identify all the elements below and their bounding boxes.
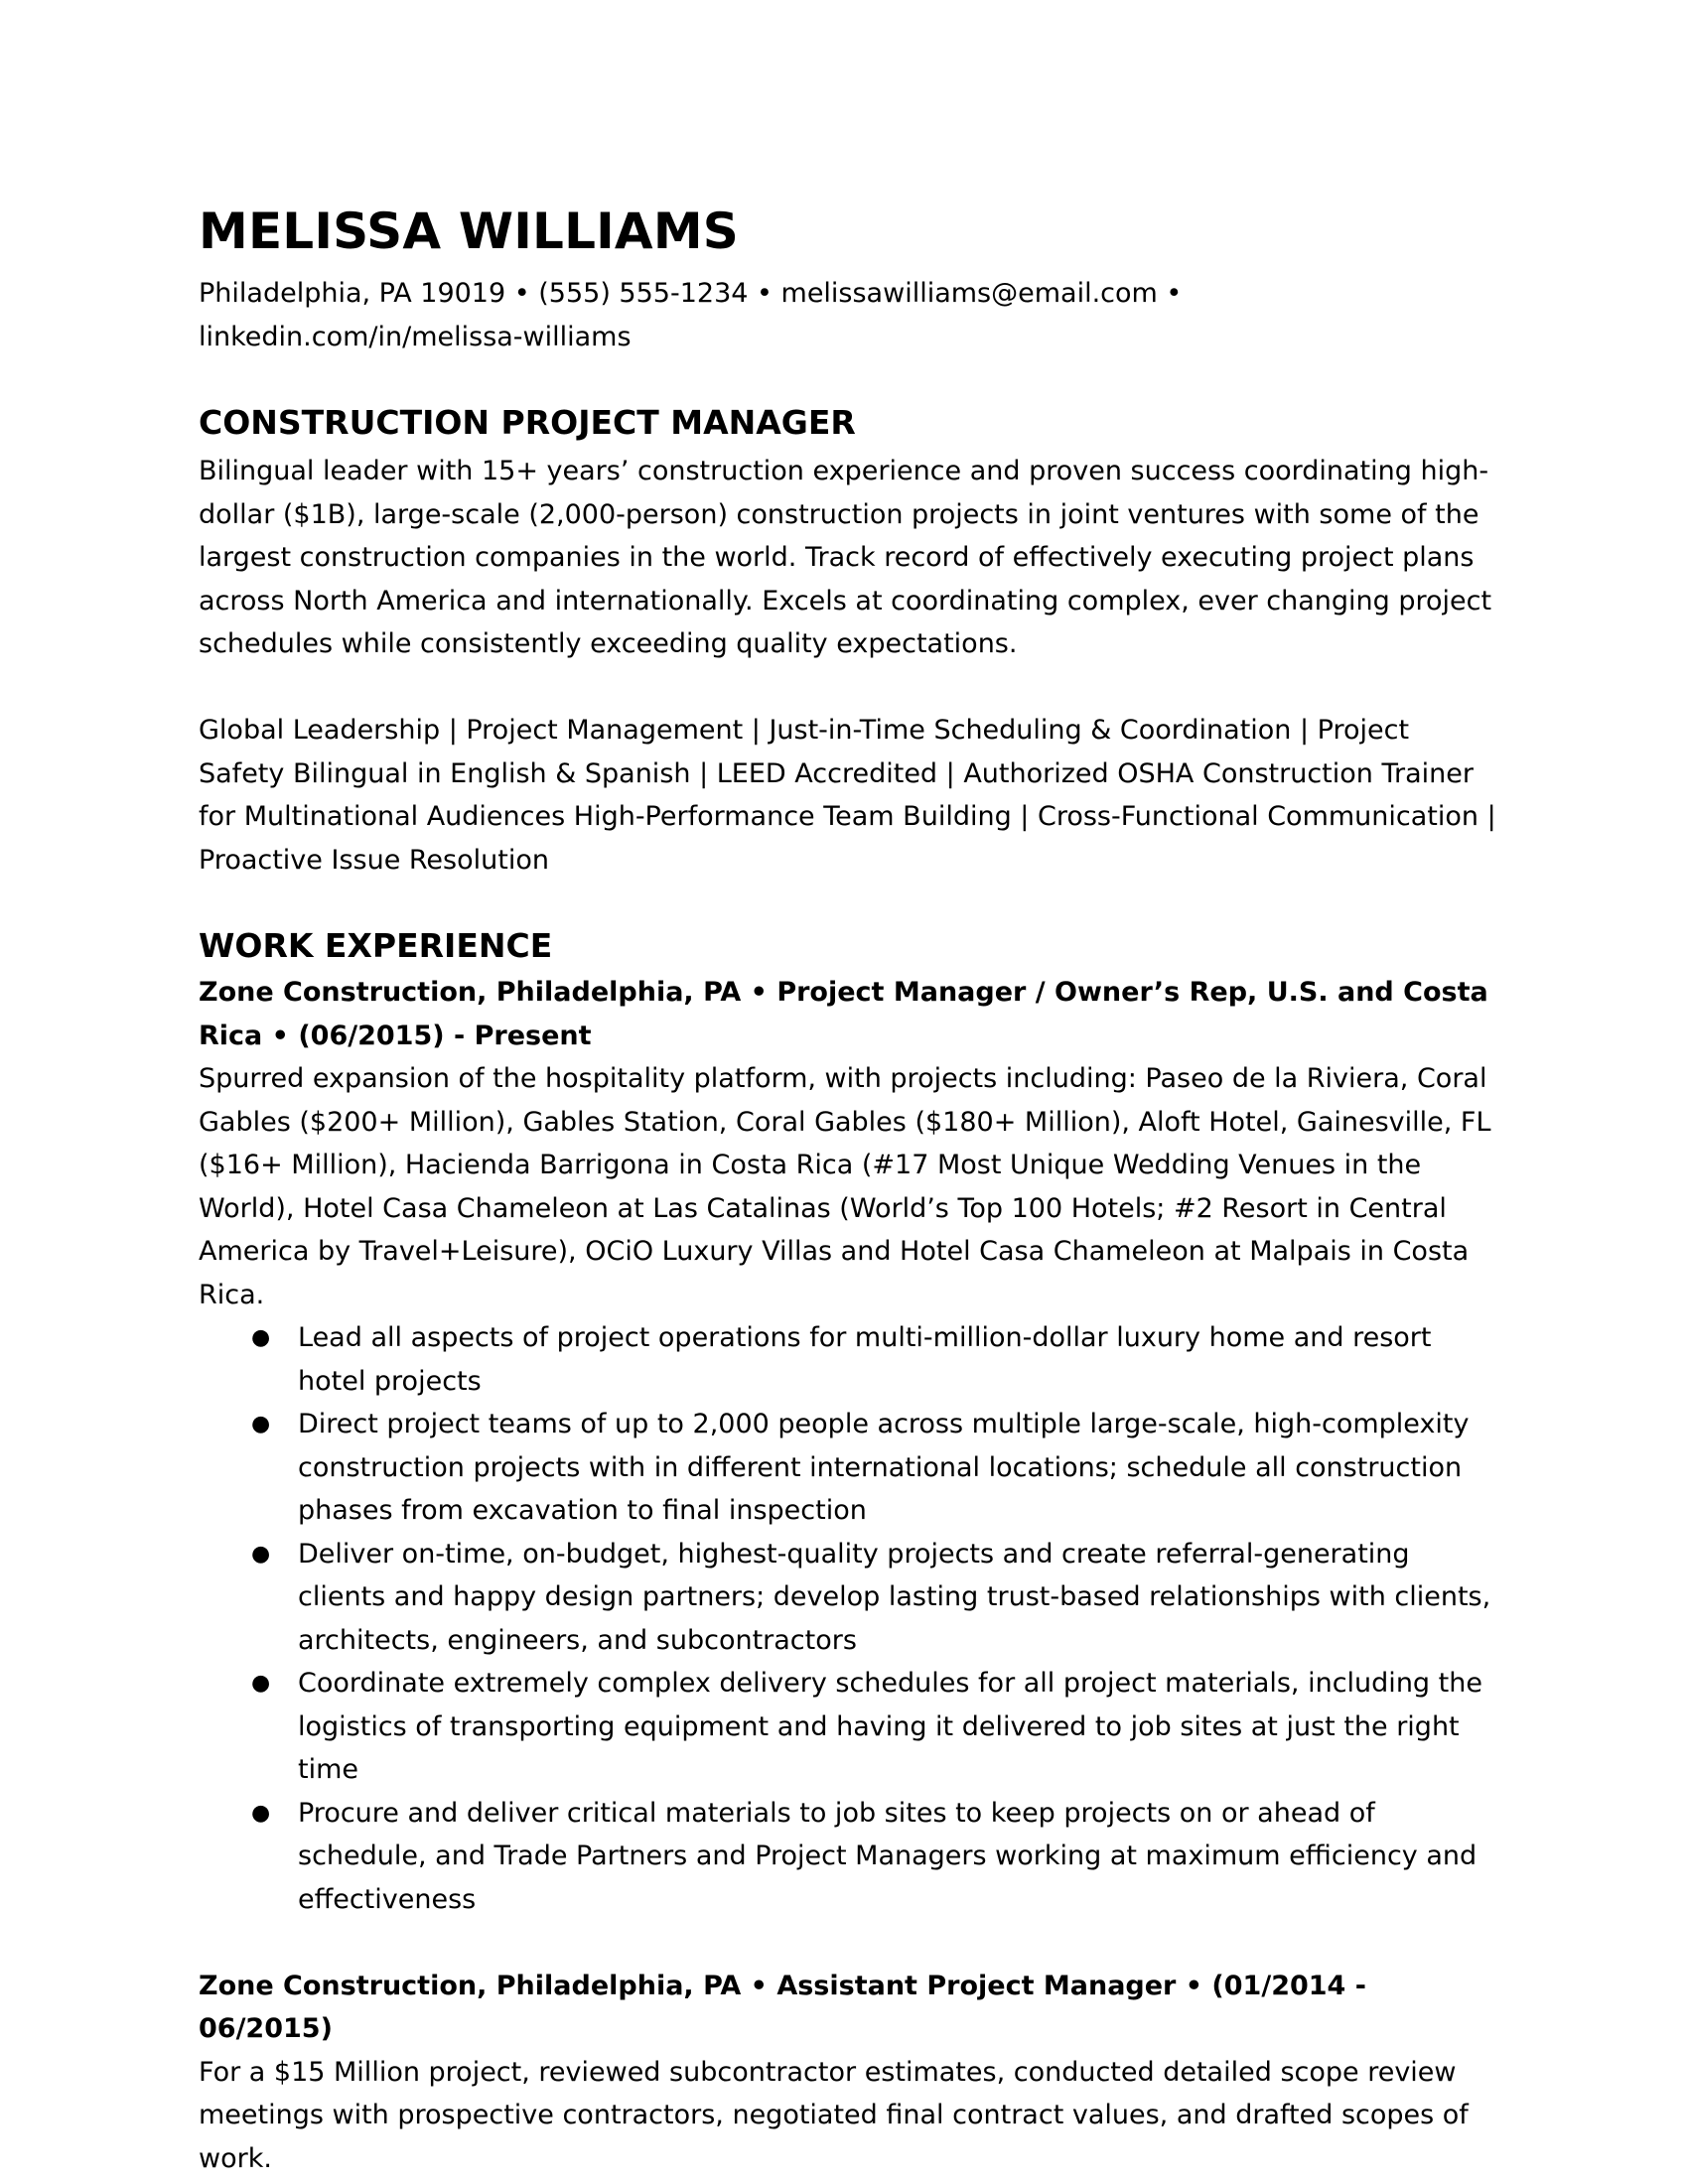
list-item (199, 1662, 1499, 1792)
bullet-text: Lead all aspects of project operations for multi-million-dollar luxury home and resort hotel projects (298, 1322, 1432, 1397)
contact-info (199, 272, 1499, 358)
candidate-name: MELISSA WILLIAMS (199, 203, 739, 260)
job-entry (199, 1965, 1499, 2181)
skills-list: Global Leadership | Project Management | Just-in-Time Scheduling & Coordination | Project Safety Bilingual in English & Spanish | LEED Accredited | Authorized OSHA Construction Trainer for Multinational Audiences High-Performance Team Building | Cross-Functional Communication | Proactive Issue Resolution (199, 715, 1496, 876)
job-title: Zone Construction, Philadelphia, PA • Project Manager / Owner’s Rep, U.S. and Costa Rica • (06/2015) - Present (199, 977, 1488, 1051)
bullet-text: Coordinate extremely complex delivery schedules for all project materials, including the logistics of transporting equipment and having it delivered to job sites at just the right time (298, 1668, 1482, 1785)
job-description: For a $15 Million project, reviewed subcontractor estimates, conducted detailed scope review meetings with prospective contractors, negotiated final contract values, and drafted scopes of work. (199, 2056, 1469, 2174)
bullet-icon: ● (251, 1325, 271, 1350)
list-item (199, 1403, 1499, 1533)
bullet-icon: ● (251, 1800, 271, 1826)
list-item (199, 1792, 1499, 1922)
experience-heading: WORK EXPERIENCE (199, 926, 553, 965)
job-entry (199, 971, 1499, 1921)
summary-heading: CONSTRUCTION PROJECT MANAGER (199, 403, 856, 442)
job-bullets (199, 1316, 1499, 1921)
bullet-text: Procure and deliver critical materials to job sites to keep projects on or ahead of schedule, and Trade Partners and Project Managers working at maximum efficiency and effectiveness (298, 1797, 1477, 1915)
list-item (199, 1316, 1499, 1403)
list-item (199, 1533, 1499, 1663)
contact-line-1: Philadelphia, PA 19019 • (555) 555-1234 • melissawilliams@email.com • (199, 278, 1183, 309)
bullet-text: Direct project teams of up to 2,000 people across multiple large-scale, high-complexity construction projects with in different international locations; schedule all construction phases from excavation to final inspection (298, 1409, 1470, 1526)
summary-paragraph: Bilingual leader with 15+ years’ construction experience and proven success coordinating high-dollar ($1B), large-scale (2,000-person) construction projects in joint ventures with some of the largest construction companies in the world. Track record of effectively executing project plans across North America and internationally. Excels at coordinating complex, ever changing project schedules while consistently exceeding quality expectations. (199, 456, 1492, 659)
bullet-icon: ● (251, 1412, 271, 1436)
bullet-text: Deliver on-time, on-budget, highest-quality projects and create referral-generating clients and happy design partners; develop lasting trust-based relationships with clients, architects, engineers, and subcontractors (298, 1538, 1491, 1656)
linkedin-url: linkedin.com/in/melissa-williams (199, 321, 632, 352)
job-description: Spurred expansion of the hospitality platform, with projects including: Paseo de la Riviera, Coral Gables ($200+ Million), Gables Station, Coral Gables ($180+ Million), Aloft Hotel, Gainesville, FL ($16+ Million), Hacienda Barrigona in Costa Rica (#17 Most Unique Wedding Venues in the World), Hotel Casa Chameleon at Las Catalinas (World’s Top 100 Hotels; #2 Resort in Central America by Travel+Leisure), OCiO Luxury Villas and Hotel Casa Chameleon at Malpais in Costa Rica. (199, 1063, 1491, 1310)
bullet-icon: ● (251, 1671, 271, 1696)
resume-page (199, 199, 1499, 2180)
job-title: Zone Construction, Philadelphia, PA • Assistant Project Manager • (01/2014 - 06/2015) (199, 1970, 1366, 2044)
bullet-icon: ● (251, 1541, 271, 1567)
